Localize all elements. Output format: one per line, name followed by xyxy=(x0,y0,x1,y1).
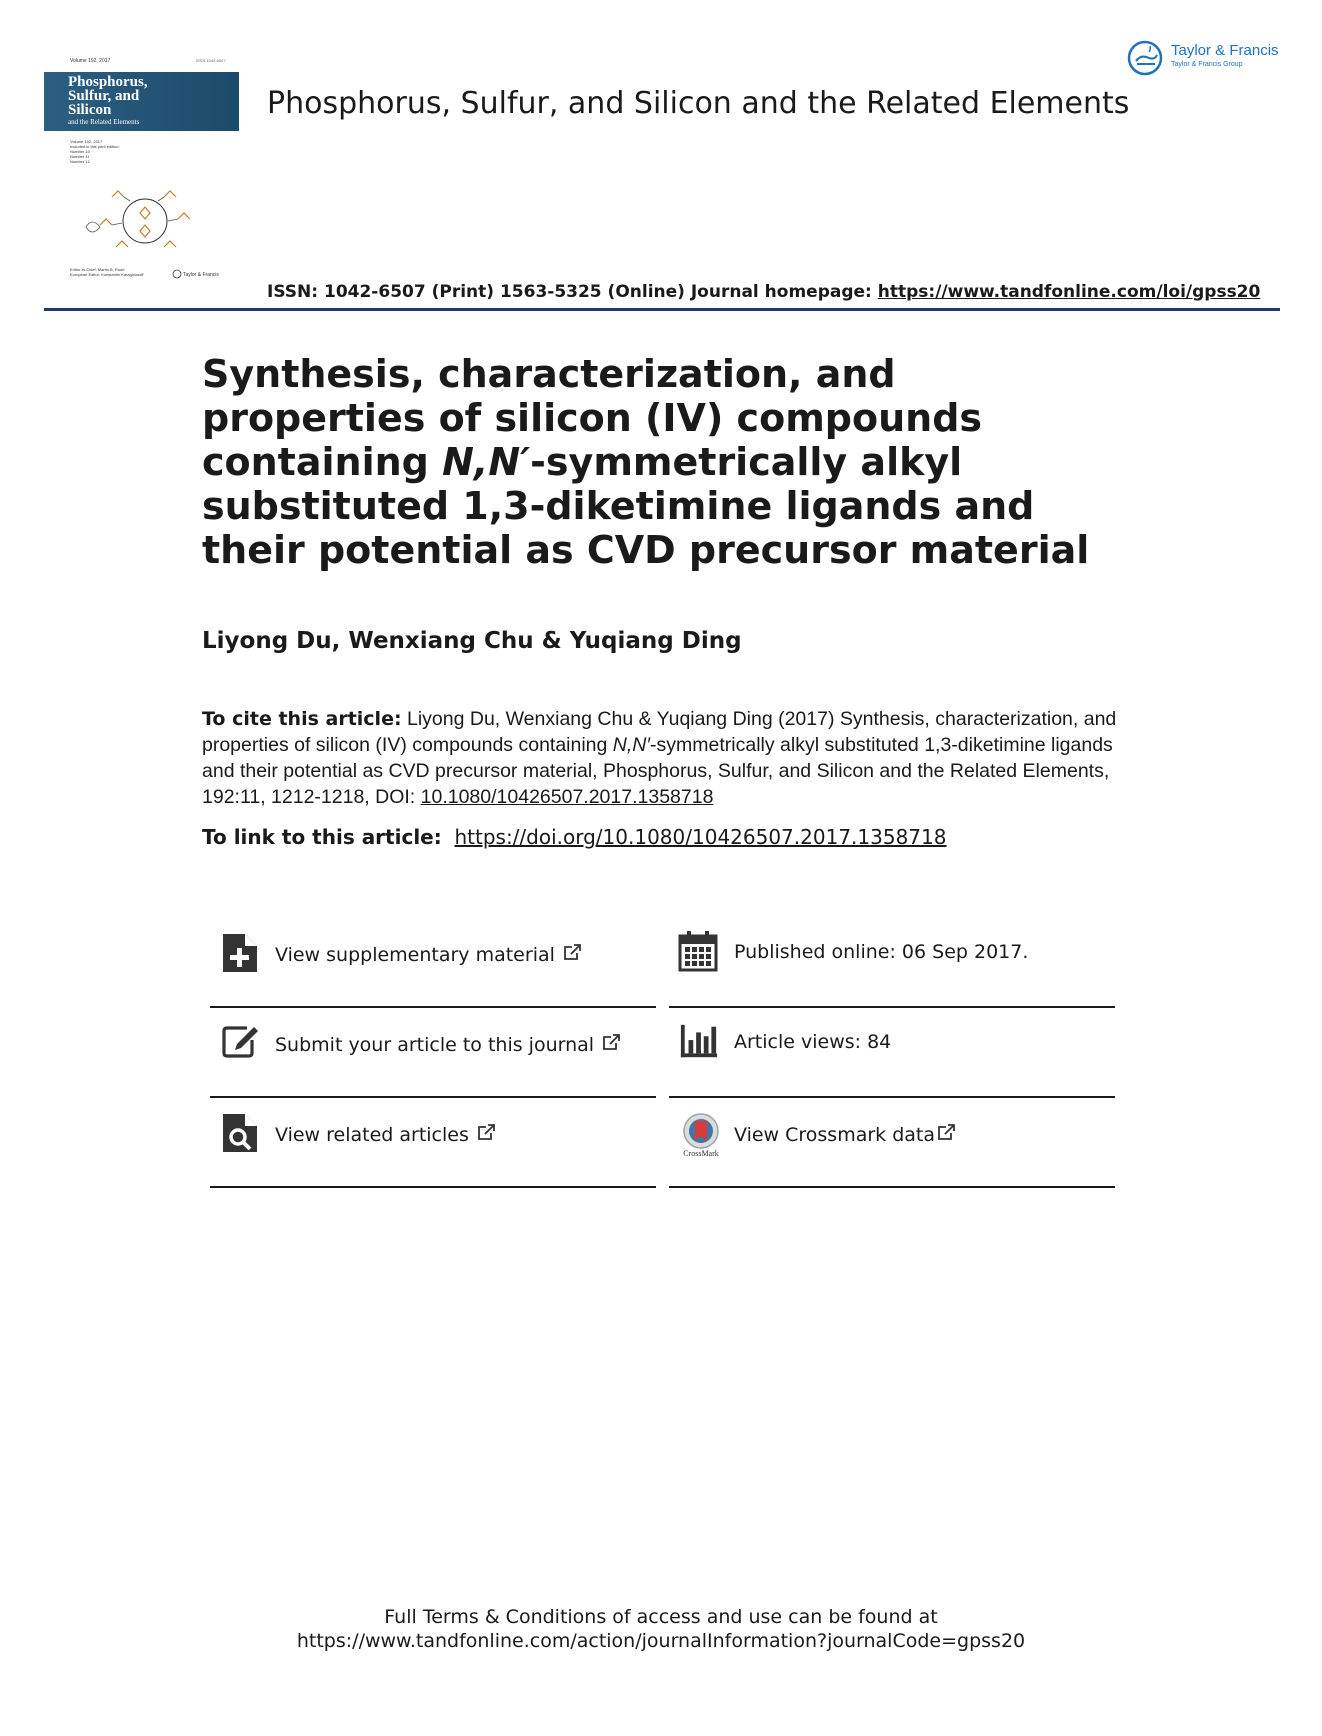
cell-divider xyxy=(210,1006,656,1008)
cover-contents: Volume 192, 2017 Included in this print edition: Number 10 Number 11 Number 12 xyxy=(70,139,120,164)
journal-cover xyxy=(44,56,241,280)
crossmark-icon xyxy=(679,1112,723,1158)
taylor-francis-logo[interactable] xyxy=(1127,40,1287,76)
cover-volume: Volume 192, 2017 xyxy=(70,58,111,64)
cell-divider xyxy=(210,1186,656,1188)
submit-article-link[interactable]: Submit your article to this journal xyxy=(275,1034,620,1056)
cell-divider xyxy=(669,1006,1115,1008)
journal-title: Phosphorus, Sulfur, and Silicon and the Related Elements xyxy=(267,86,1130,121)
footer-terms-url[interactable]: https://www.tandfonline.com/action/journalInformation?journalCode=gpss20 xyxy=(296,1630,1026,1652)
view-supplementary-link[interactable]: View supplementary material xyxy=(275,944,581,966)
bar-chart-icon xyxy=(679,1020,719,1062)
article-views: Article views: 84 xyxy=(734,1031,892,1053)
issn-line xyxy=(267,282,1260,302)
related-articles-search-icon xyxy=(221,1112,261,1154)
cover-editors: Editor-in-Chief: Martin B. Rudd European Editor: Konstantin Karaghiosoff xyxy=(70,267,144,277)
article-title: Synthesis, characterization, and properties of silicon (IV) compounds containing N,N′-symmetrically alkyl substituted 1,3-diketimine ligands and their potential as CVD precursor material xyxy=(202,352,1090,572)
cell-divider xyxy=(669,1186,1115,1188)
supplementary-file-icon xyxy=(221,932,261,974)
cover-title: Phosphorus, Sulfur, and Silicon xyxy=(68,74,148,118)
published-online-date: Published online: 06 Sep 2017. xyxy=(734,941,1029,963)
article-authors: Liyong Du, Wenxiang Chu & Yuqiang Ding xyxy=(202,628,742,654)
header-divider xyxy=(44,308,1280,311)
cell-divider xyxy=(210,1096,656,1098)
publisher-name: Taylor & Francis xyxy=(1171,42,1279,59)
external-link-icon xyxy=(937,1124,955,1141)
view-related-articles-link[interactable]: View related articles xyxy=(275,1124,495,1146)
cover-molecule-illustration xyxy=(60,181,210,261)
svg-text:Taylor & Francis: Taylor & Francis xyxy=(183,272,219,278)
doi-link[interactable]: 10.1080/10426507.2017.1358718 xyxy=(420,786,714,808)
citation-block: To cite this article: Liyong Du, Wenxiang Chu & Yuqiang Ding (2017) Synthesis, characterization, and properties of silicon (IV) compounds containing N,N′-symmetrically alkyl substituted 1,3-diketimine ligands and their potential as CVD precursor material, Phosphorus, Sulfur, and Silicon and the Related Elements, 192:11, 1212-1218, DOI: 10.1080/10426507.2017.1358718 xyxy=(202,708,1117,808)
taylor-francis-lamp-icon xyxy=(1127,40,1165,76)
external-link-icon xyxy=(477,1124,495,1141)
cover-title-band xyxy=(44,72,239,131)
svg-text:CrossMark: CrossMark xyxy=(683,1149,719,1158)
issn-text: ISSN: 1042-6507 (Print) 1563-5325 (Online) Journal homepage: xyxy=(267,282,878,302)
cell-divider xyxy=(669,1096,1115,1098)
calendar-icon xyxy=(678,930,718,972)
edit-pencil-icon xyxy=(221,1020,261,1062)
article-link-row xyxy=(202,825,946,849)
publisher-group: Taylor & Francis Group xyxy=(1171,61,1243,68)
cover-issn: ISSN 1042-6507 xyxy=(196,58,226,63)
cover-publisher-mark xyxy=(172,269,224,279)
cite-label: To cite this article: xyxy=(202,708,402,730)
link-label: To link to this article: xyxy=(202,825,442,849)
journal-homepage-link[interactable]: https://www.tandfonline.com/loi/gpss20 xyxy=(877,282,1261,302)
footer-line-1: Full Terms & Conditions of access and use can be found at xyxy=(384,1606,938,1628)
external-link-icon xyxy=(602,1034,620,1051)
external-link-icon xyxy=(563,944,581,961)
footer-terms xyxy=(0,1605,1322,1653)
cover-subtitle: and the Related Elements xyxy=(68,118,140,126)
article-doi-url[interactable]: https://doi.org/10.1080/10426507.2017.1358718 xyxy=(454,825,947,849)
view-crossmark-link[interactable]: View Crossmark data xyxy=(734,1124,955,1146)
